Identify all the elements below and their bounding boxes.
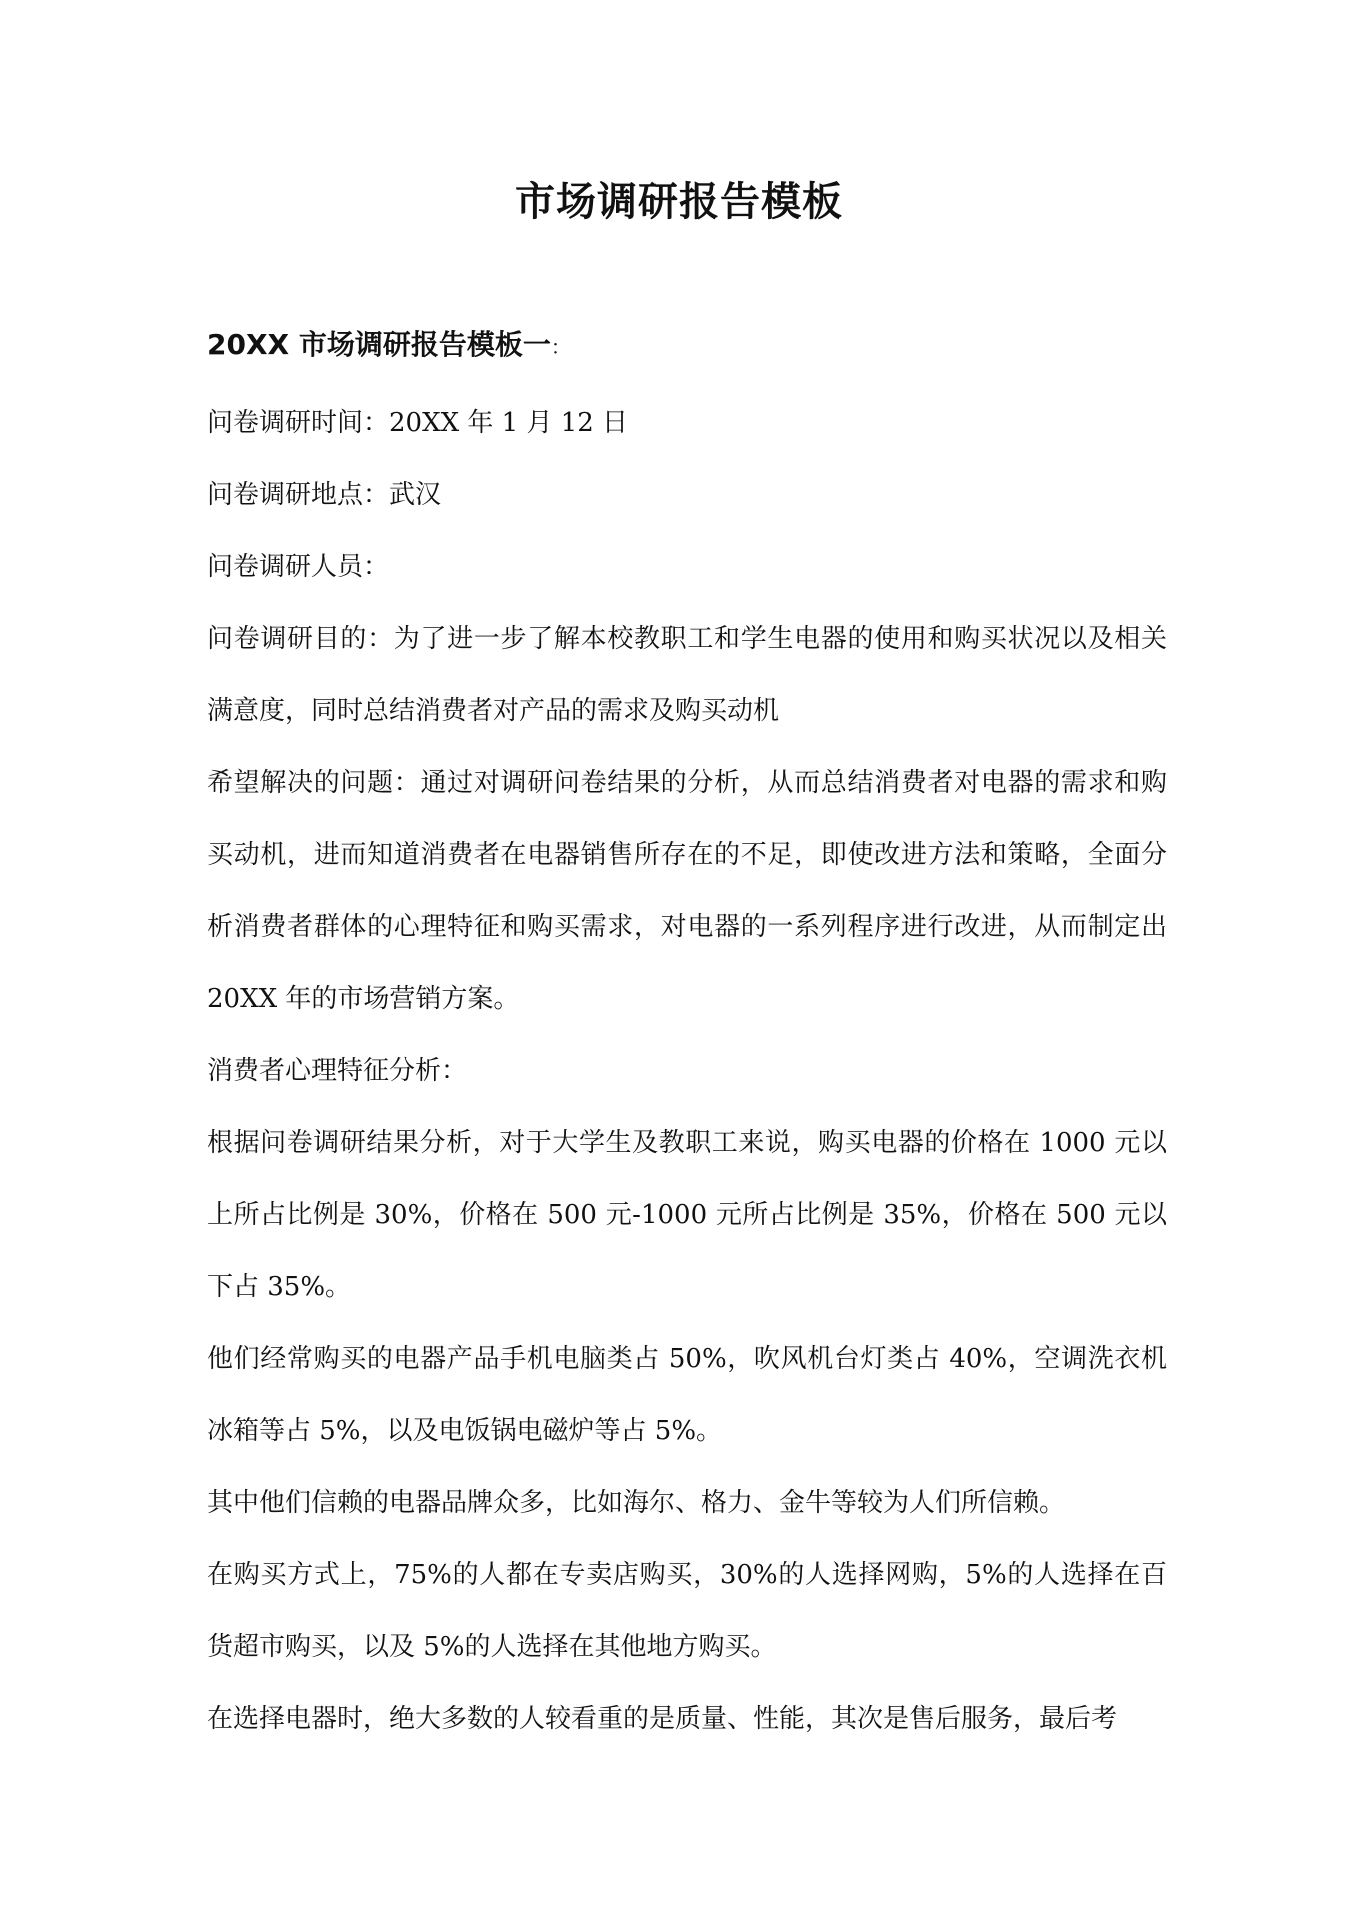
paragraph-selection-criteria: 在选择电器时，绝大多数的人较看重的是质量、性能，其次是售后服务，最后考 bbox=[207, 1704, 1118, 1734]
document-title: 市场调研报告模板 bbox=[515, 178, 843, 225]
paragraph-consumer-psychology-heading: 消费者心理特征分析： bbox=[207, 1056, 468, 1086]
section-heading-colon: ： bbox=[550, 335, 571, 359]
paragraph-survey-time: 问卷调研时间：20XX 年 1 月 12 日 bbox=[207, 408, 629, 438]
paragraph-product-categories: 他们经常购买的电器产品手机电脑类占 50%，吹风机台灯类占 40%，空调洗衣机冰箱等占 5%，以及电饭锅电磁炉等占 5%。 bbox=[207, 1344, 1167, 1446]
paragraph-survey-location: 问卷调研地点：武汉 bbox=[207, 480, 442, 510]
paragraph-survey-staff: 问卷调研人员： bbox=[207, 552, 390, 582]
paragraph-brands: 其中他们信赖的电器品牌众多，比如海尔、格力、金牛等较为人们所信赖。 bbox=[207, 1488, 1066, 1518]
paragraph-survey-purpose: 问卷调研目的：为了进一步了解本校教职工和学生电器的使用和购买状况以及相关满意度，同时总结消费者对产品的需求及购买动机 bbox=[207, 624, 1167, 726]
section-heading bbox=[207, 325, 571, 367]
section-heading-text: 20XX 市场调研报告模板一 bbox=[207, 328, 551, 361]
paragraph-problems-to-solve: 希望解决的问题：通过对调研问卷结果的分析，从而总结消费者对电器的需求和购买动机，进而知道消费者在电器销售所存在的不足，即使改进方法和策略，全面分析消费者群体的心理特征和购买需求，对电器的一系列程序进行改进，从而制定出 20XX 年的市场营销方案。 bbox=[207, 768, 1167, 1014]
paragraph-purchase-channels: 在购买方式上，75%的人都在专卖店购买，30%的人选择网购，5%的人选择在百货超市购买，以及 5%的人选择在其他地方购买。 bbox=[207, 1560, 1167, 1662]
document-body bbox=[207, 387, 1167, 1755]
paragraph-price-analysis: 根据问卷调研结果分析，对于大学生及教职工来说，购买电器的价格在 1000 元以上所占比例是 30%，价格在 500 元-1000 元所占比例是 35%，价格在 500 元以下占 35%。 bbox=[207, 1128, 1167, 1302]
